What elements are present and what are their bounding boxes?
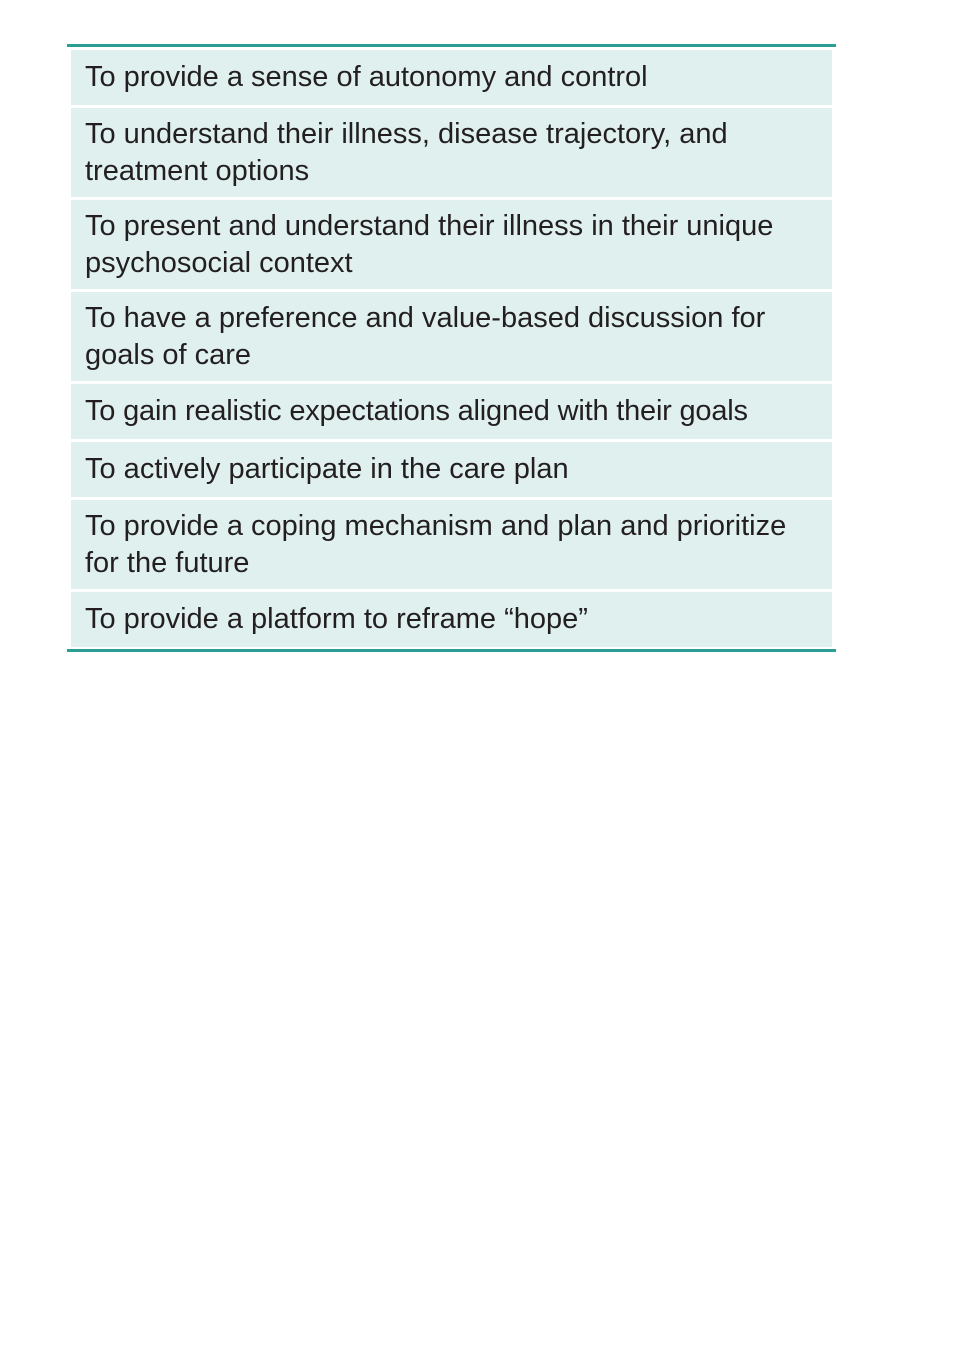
goal-row-coping-mechanism: To provide a coping mechanism and plan and prioritize for the future: [71, 500, 832, 589]
goal-row-autonomy: To provide a sense of autonomy and control: [71, 50, 832, 105]
goal-row-psychosocial-context: To present and understand their illness in their unique psychosocial context: [71, 200, 832, 289]
goals-table: [67, 44, 836, 652]
goal-row-reframe-hope: To provide a platform to reframe “hope”: [71, 592, 832, 647]
goal-row-goals-of-care: To have a preference and value-based discussion for goals of care: [71, 292, 832, 381]
goal-row-participate: To actively participate in the care plan: [71, 442, 832, 497]
goal-row-realistic-expectations: To gain realistic expectations aligned with their goals: [71, 384, 832, 439]
goal-row-understand-illness: To understand their illness, disease trajectory, and treatment options: [71, 108, 832, 197]
